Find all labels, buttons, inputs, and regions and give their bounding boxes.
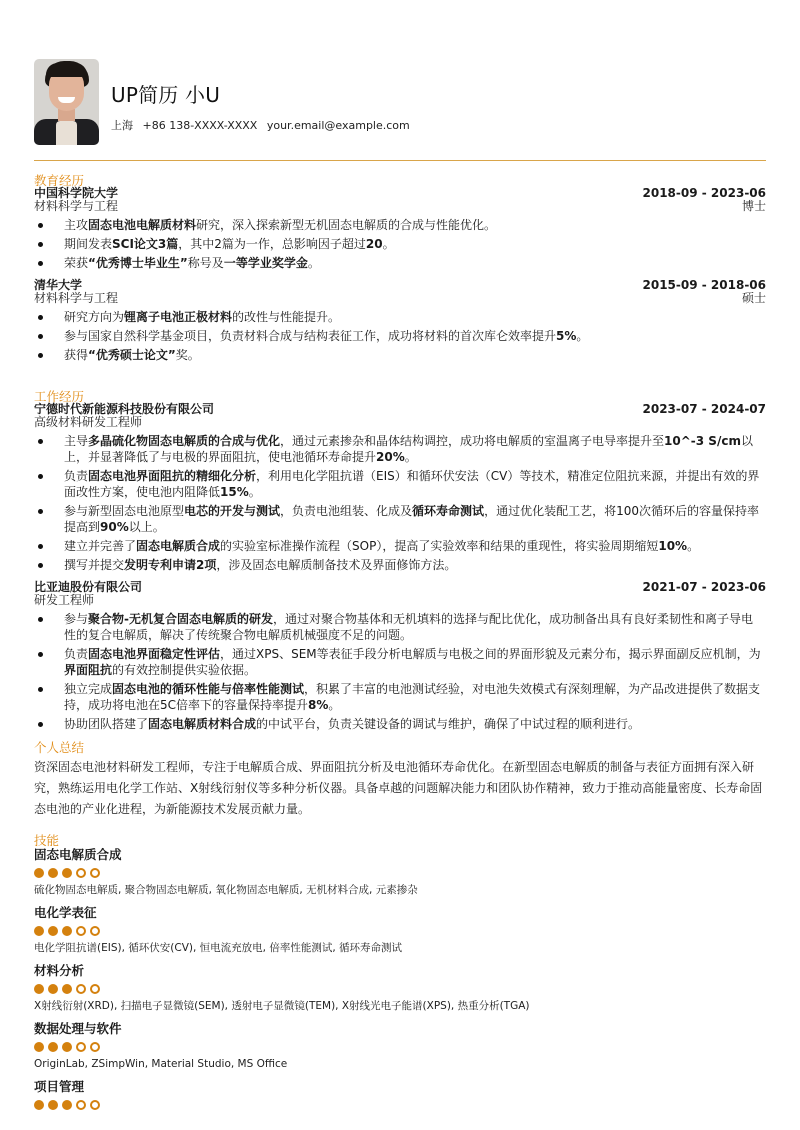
skill-level-rating <box>34 1042 766 1052</box>
empty-dot-icon <box>76 1042 86 1052</box>
section-title-work: 工作经历 <box>34 389 85 404</box>
email-link[interactable]: your.email@example.com <box>266 119 410 132</box>
filled-dot-icon <box>62 868 72 878</box>
skill-name: 数据处理与软件 <box>34 1021 122 1036</box>
contact-line <box>111 117 416 133</box>
filled-dot-icon <box>34 1042 44 1052</box>
job-title: 研发工程师 <box>34 593 95 607</box>
skill-level-rating <box>34 984 766 994</box>
location: 上海 <box>111 119 133 132</box>
filled-dot-icon <box>62 1042 72 1052</box>
work-entry <box>34 403 766 573</box>
skill-level-rating <box>34 926 766 936</box>
empty-dot-icon <box>76 1100 86 1110</box>
filled-dot-icon <box>62 984 72 994</box>
edu-dates: 2015-09 - 2018-06 <box>642 278 766 292</box>
education-entry <box>34 187 766 271</box>
degree: 硕士 <box>741 291 766 305</box>
school-name: 中国科学院大学 <box>34 186 119 200</box>
bullet-item: 获得“优秀硕士论文”奖。 <box>34 347 766 363</box>
bullet-item: 撰写并提交发明专利申请2项，涉及固态电解质制备技术及界面修饰方法。 <box>34 557 766 573</box>
filled-dot-icon <box>48 1042 58 1052</box>
edu-dates: 2018-09 - 2023-06 <box>642 186 766 200</box>
filled-dot-icon <box>34 926 44 936</box>
empty-dot-icon <box>90 926 100 936</box>
profile-photo <box>34 59 99 145</box>
bullet-item: 建立并完善了固态电解质合成的实验室标准操作流程（SOP），提高了实验效率和结果的重现性，将实验周期缩短10%。 <box>34 538 766 554</box>
degree: 博士 <box>741 199 766 213</box>
empty-dot-icon <box>90 868 100 878</box>
company-name: 比亚迪股份有限公司 <box>34 580 143 594</box>
resume-header <box>34 59 416 145</box>
filled-dot-icon <box>34 868 44 878</box>
filled-dot-icon <box>34 1100 44 1110</box>
skill-description: OriginLab, ZSimpWin, Material Studio, MS Office <box>34 1058 288 1070</box>
bullet-item: 研究方向为锂离子电池正极材料的改性与性能提升。 <box>34 309 766 325</box>
section-title-education: 教育经历 <box>34 173 85 188</box>
bullet-item: 参与新型固态电池原型电芯的开发与测试，负责电池组装、化成及循环寿命测试，通过优化装配工艺，将100次循环后的容量保持率提高到90%以上。 <box>34 503 766 535</box>
bullet-list <box>34 309 766 363</box>
bullet-item: 独立完成固态电池的循环性能与倍率性能测试，积累了丰富的电池测试经验，对电池失效模式有深刻理解，为产品改进提供了数据支持，成功将电池在5C倍率下的容量保持率提升8%。 <box>34 681 766 713</box>
filled-dot-icon <box>48 926 58 936</box>
summary-section <box>34 741 766 820</box>
empty-dot-icon <box>90 1100 100 1110</box>
bullet-item: 负责固态电池界面稳定性评估，通过XPS、SEM等表征手段分析电解质与电极之间的界面形貌及元素分布，揭示界面副反应机制，为界面阻抗的有效控制提供实验依据。 <box>34 646 766 678</box>
skills-section <box>34 834 766 1116</box>
bullet-item: 协助团队搭建了固态电解质材料合成的中试平台，负责关键设备的调试与维护，确保了中试过程的顺利进行。 <box>34 716 766 732</box>
empty-dot-icon <box>76 868 86 878</box>
school-name: 清华大学 <box>34 278 83 292</box>
skill-item <box>34 963 766 1013</box>
bullet-item: 参与聚合物-无机复合固态电解质的研发，通过对聚合物基体和无机填料的选择与配比优化，成功制备出具有良好柔韧性和离子导电性的复合电解质，解决了传统聚合物电解质机械强度不足的问题。 <box>34 611 766 643</box>
section-title-skills: 技能 <box>34 833 60 848</box>
filled-dot-icon <box>62 926 72 936</box>
bullet-item: 主攻固态电池电解质材料研究，深入探索新型无机固态电解质的合成与性能优化。 <box>34 217 766 233</box>
education-section <box>34 174 766 366</box>
bullet-list <box>34 433 766 573</box>
skill-item <box>34 1079 766 1110</box>
work-dates: 2023-07 - 2024-07 <box>642 402 766 416</box>
skill-name: 项目管理 <box>34 1079 85 1094</box>
skill-item <box>34 847 766 897</box>
filled-dot-icon <box>62 1100 72 1110</box>
summary-text: 资深固态电池材料研发工程师，专注于电解质合成、界面阻抗分析及电池循环寿命优化。在新型固态电解质的制备与表征方面拥有深入研究，熟练运用电化学工作站、X射线衍射仪等多种分析仪器。具备卓越的问题解决能力和团队协作精神，致力于推动高能量密度、长寿命固态电池的产业化进程，为新能源技术发展贡献力量。 <box>34 760 763 816</box>
candidate-name: UP简历 小U <box>111 83 221 107</box>
phone: +86 138-XXXX-XXXX <box>142 119 258 132</box>
filled-dot-icon <box>48 984 58 994</box>
empty-dot-icon <box>76 926 86 936</box>
work-entry <box>34 581 766 732</box>
skill-name: 材料分析 <box>34 963 85 978</box>
skill-level-rating <box>34 1100 766 1110</box>
bullet-item: 荣获“优秀博士毕业生”称号及一等学业奖学金。 <box>34 255 766 271</box>
skill-item <box>34 905 766 955</box>
major: 材料科学与工程 <box>34 291 119 305</box>
bullet-item: 主导多晶硫化物固态电解质的合成与优化，通过元素掺杂和晶体结构调控，成功将电解质的室温离子电导率提升至10^-3 S/cm以上，并显著降低了与电极的界面阻抗，使电池循环寿命提升20%。 <box>34 433 766 465</box>
job-title: 高级材料研发工程师 <box>34 415 143 429</box>
empty-dot-icon <box>90 1042 100 1052</box>
skill-item <box>34 1021 766 1071</box>
bullet-list <box>34 217 766 271</box>
filled-dot-icon <box>48 868 58 878</box>
work-section <box>34 390 766 735</box>
company-name: 宁德时代新能源科技股份有限公司 <box>34 402 215 416</box>
skills-list <box>34 847 766 1110</box>
empty-dot-icon <box>90 984 100 994</box>
skill-name: 固态电解质合成 <box>34 847 122 862</box>
bullet-item: 参与国家自然科学基金项目，负责材料合成与结构表征工作，成功将材料的首次库仑效率提升5%。 <box>34 328 766 344</box>
skill-description: 硫化物固态电解质, 聚合物固态电解质, 氧化物固态电解质, 无机材料合成, 元素掺杂 <box>34 884 418 896</box>
skill-description: X射线衍射(XRD), 扫描电子显微镜(SEM), 透射电子显微镜(TEM), X射线光电子能谱(XPS), 热重分析(TGA) <box>34 1000 530 1012</box>
bullet-list <box>34 611 766 732</box>
skill-level-rating <box>34 868 766 878</box>
filled-dot-icon <box>34 984 44 994</box>
bullet-item: 负责固态电池界面阻抗的精细化分析，利用电化学阻抗谱（EIS）和循环伏安法（CV）等技术，精准定位阻抗来源，并提出有效的界面改性方案，使电池内阻降低15%。 <box>34 468 766 500</box>
bullet-item: 期间发表SCI论文3篇，其中2篇为一作，总影响因子超过20。 <box>34 236 766 252</box>
skill-description: 电化学阻抗谱(EIS), 循环伏安(CV), 恒电流充放电, 倍率性能测试, 循环寿命测试 <box>34 942 402 954</box>
work-dates: 2021-07 - 2023-06 <box>642 580 766 594</box>
filled-dot-icon <box>48 1100 58 1110</box>
skill-name: 电化学表征 <box>34 905 97 920</box>
empty-dot-icon <box>76 984 86 994</box>
section-title-summary: 个人总结 <box>34 740 85 755</box>
major: 材料科学与工程 <box>34 199 119 213</box>
header-divider <box>34 160 766 161</box>
education-entry <box>34 279 766 363</box>
